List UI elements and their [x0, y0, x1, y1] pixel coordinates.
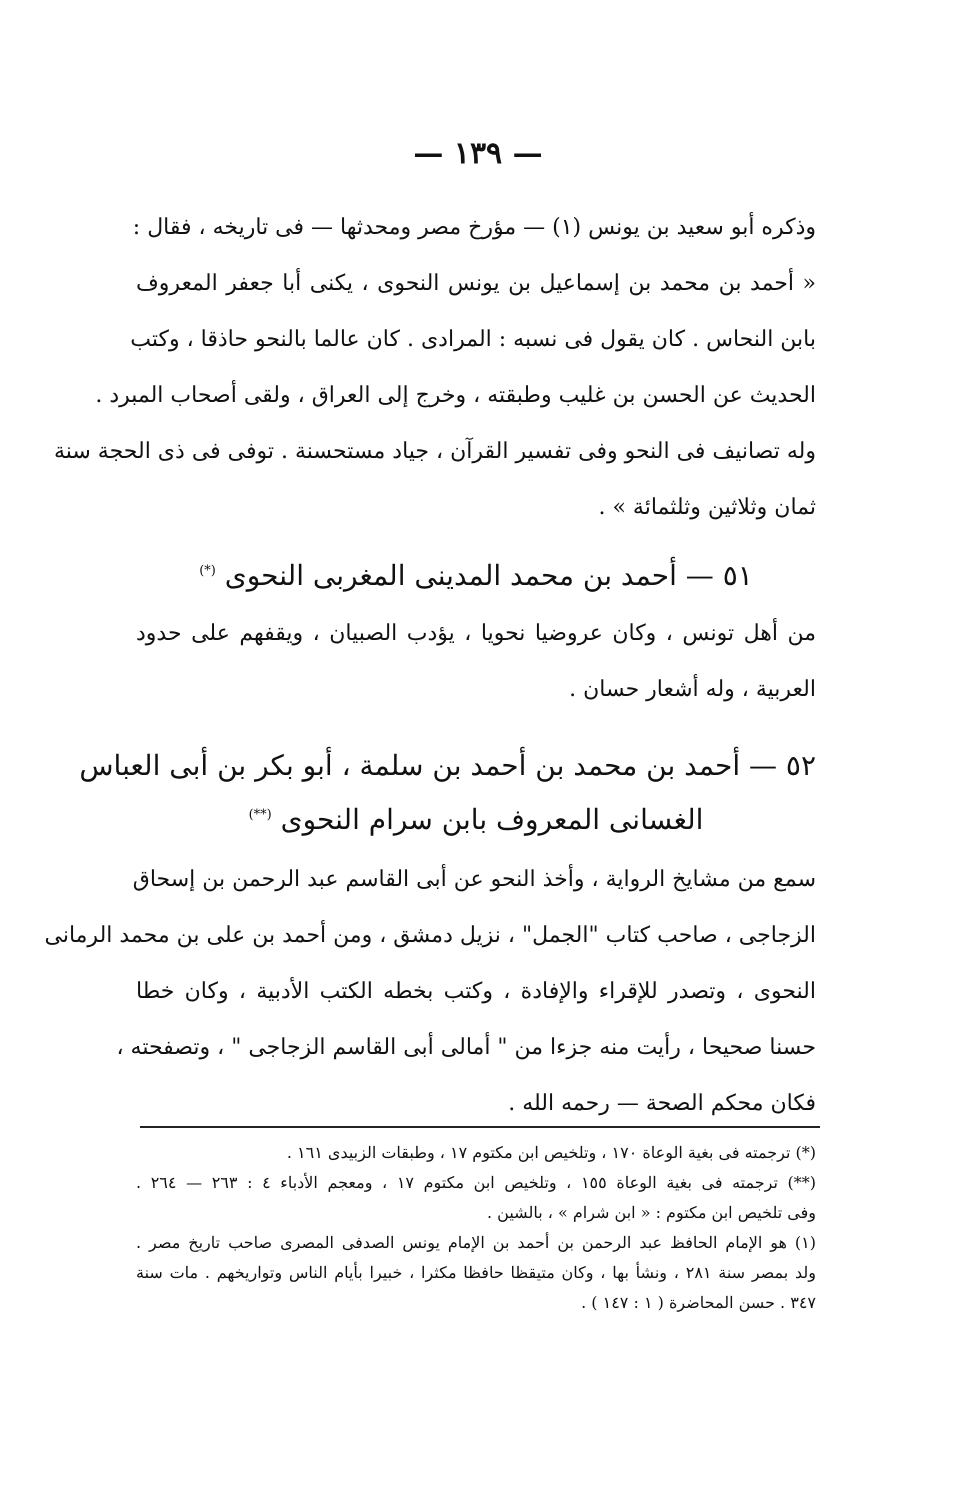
entry-51-line: العربية ، وله أشعار حسان . [569, 677, 816, 702]
footnote-line: ولد بمصر سنة ٢٨١ ، ونشأ بها ، وكان متيقظا حافظا مكثرا ، خبيرا بأيام الناس وتواريخهم . مات سنة [136, 1263, 817, 1282]
intro-line: ثمان وثلاثين وثلثمائة » . [598, 495, 816, 520]
intro-line: وله تصانيف فى النحو وفى تفسير القرآن ، جياد مستحسنة . توفى فى ذى الحجة سنة [53, 439, 816, 464]
footnote-line: (١) هو الإمام الحافظ عبد الرحمن بن أحمد بن الإمام يونس الصدفى المصرى صاحب تاريخ مصر . [136, 1233, 816, 1252]
entry-52-paragraph [44, 852, 816, 1132]
footnote-line: ٣٤٧ . حسن المحاضرة ( ١ : ١٤٧ ) . [581, 1293, 816, 1312]
entry-51-heading [136, 548, 816, 604]
footnote-line: (**) ترجمته فى بغية الوعاة ١٥٥ ، وتلخيص ابن مكتوم ١٧ ، ومعجم الأدباء ٤ : ٢٦٣ — ٢٦٤ . [136, 1173, 817, 1192]
footnote-divider [140, 1126, 820, 1128]
entry-51-line: من أهل تونس ، وكان عروضيا نحويا ، يؤدب الصبيان ، ويقفهم على حدود [136, 621, 816, 646]
footnote-line: (*) ترجمته فى بغية الوعاة ١٧٠ ، وتلخيص ابن مكتوم ١٧ ، وطبقات الزبيدى ١٦١ . [286, 1143, 816, 1162]
entry-51-paragraph [136, 606, 816, 718]
intro-line: وذكره أبو سعيد بن يونس (١) — مؤرخ مصر ومحدثها — فى تاريخه ، فقال : [132, 215, 816, 240]
entry-52-title-line1: ٥٢ — أحمد بن محمد بن أحمد بن سلمة ، أبو بكر بن أبى العباس [79, 749, 816, 782]
entry-52-line: سمع من مشايخ الرواية ، وأخذ النحو عن أبى القاسم عبد الرحمن بن إسحاق [132, 867, 816, 892]
entry-52-line: حسنا صحيحا ، رأيت منه جزءا من " أمالى أبى القاسم الزجاجى " ، وتصفحته ، [116, 1035, 816, 1060]
entry-51-footnote-mark: (*) [199, 563, 216, 579]
entry-52-footnote-mark: (**) [248, 807, 272, 823]
intro-line: « أحمد بن محمد بن إسماعيل بن يونس النحوى ، يكنى أبا جعفر المعروف [136, 271, 816, 296]
intro-paragraph [53, 200, 816, 536]
entry-52-line: الزجاجى ، صاحب كتاب "الجمل" ، نزيل دمشق ، ومن أحمد بن على بن محمد الرمانى [44, 923, 816, 948]
footnotes [136, 1138, 816, 1318]
intro-line: بابن النحاس . كان يقول فى نسبه : المرادى . كان عالما بالنحو حاذقا ، وكتب [130, 327, 816, 352]
entry-52-line: فكان محكم الصحة — رحمه الله . [508, 1091, 816, 1116]
intro-line: الحديث عن الحسن بن غليب وطبقته ، وخرج إلى العراق ، ولقى أصحاب المبرد . [95, 383, 816, 408]
entry-51-title: ٥١ — أحمد بن محمد المدينى المغربى النحوى [224, 559, 753, 592]
page-number: — ١٣٩ — [413, 136, 543, 171]
entry-52-heading-line2 [136, 792, 816, 848]
entry-52-title-line2: الغسانى المعروف بابن سرام النحوى [280, 803, 704, 836]
entry-52-line: النحوى ، وتصدر للإقراء والإفادة ، وكتب بخطه الكتب الأدبية ، وكان خطا [136, 979, 816, 1004]
entry-52-heading-line1 [79, 738, 816, 794]
footnote-line: وفى تلخيص ابن مكتوم : « ابن شرام » ، بالشين . [486, 1203, 816, 1222]
